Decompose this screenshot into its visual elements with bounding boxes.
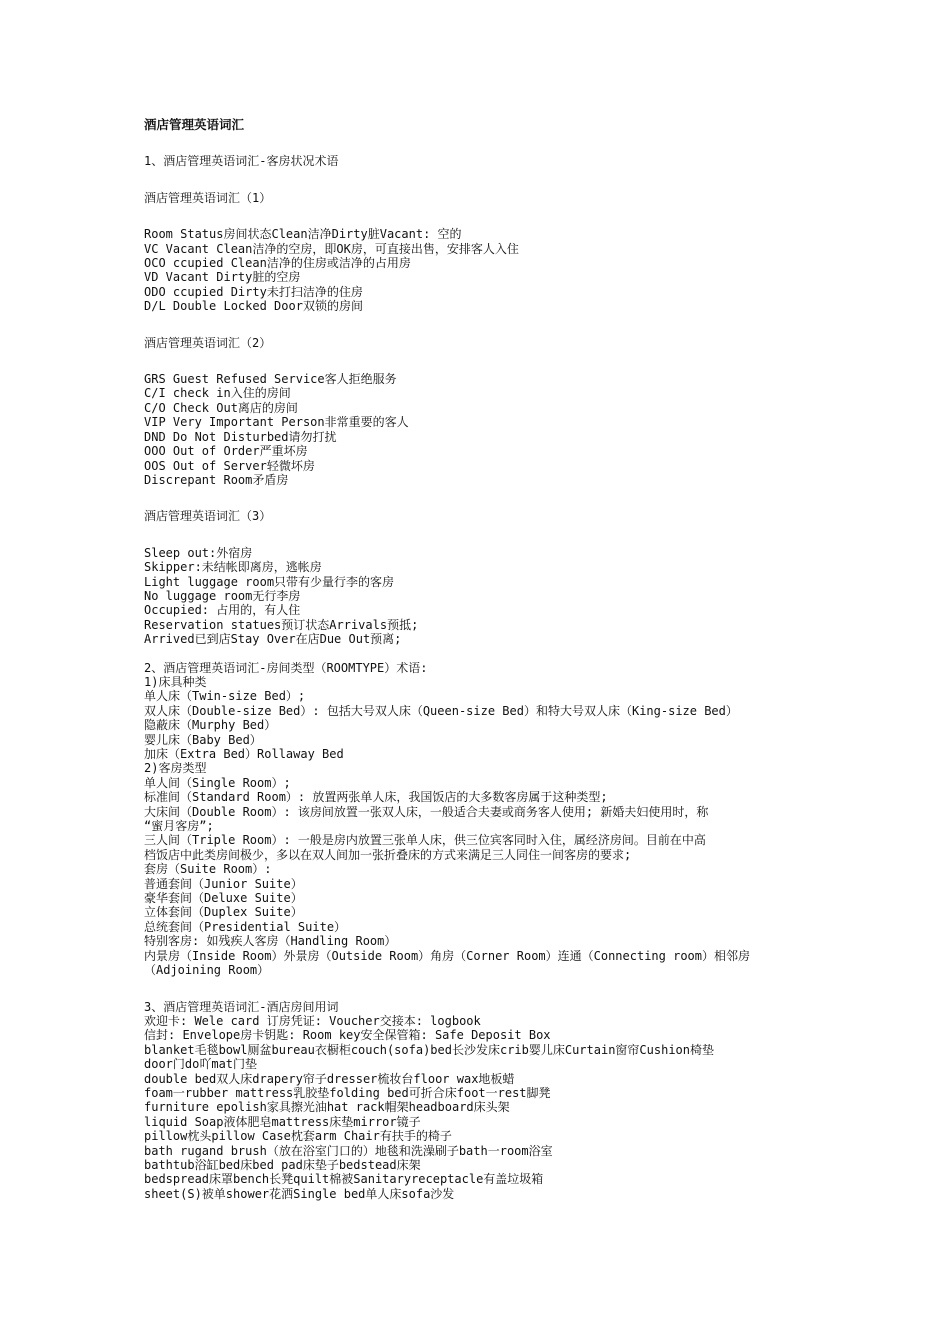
text-line: VIP Very Important Person非常重要的客人: [144, 415, 409, 430]
text-line: GRS Guest Refused Service客人拒绝服务: [144, 372, 397, 387]
status-terms-block-1: [144, 227, 806, 313]
text-line: （Adjoining Room）: [144, 963, 270, 978]
text-line: Arrived已到店Stay Over在店Due Out预离;: [144, 632, 402, 647]
text-line: 隐蔽床（Murphy Bed）: [144, 718, 277, 733]
text-line: OOO Out of Order严重坏房: [144, 444, 308, 459]
text-line: bathtub浴缸bed床bed pad床垫子bedstead床架: [144, 1157, 421, 1172]
text-line: 1)床具种类: [144, 674, 207, 689]
text-line: C/I check in入住的房间: [144, 386, 291, 401]
room-vocabulary-section: [144, 1000, 806, 1202]
text-line: ODO ccupied Dirty未打扫洁净的住房: [144, 284, 363, 299]
text-line: bedspread床罩bench长凳quilt棉被Sanitaryreceptacle有盖垃圾箱: [144, 1172, 544, 1187]
text-line: Room Status房间状态Clean洁净Dirty脏Vacant: 空的: [144, 227, 462, 242]
text-line: VC Vacant Clean洁净的空房，即OK房，可直接出售，安排客人入住: [144, 241, 519, 256]
subheading-1: 酒店管理英语词汇（1）: [144, 190, 272, 205]
text-line: 单人床（Twin-size Bed）;: [144, 689, 306, 704]
status-terms-block-3: [144, 546, 806, 647]
text-line: D/L Double Locked Door双锁的房间: [144, 299, 363, 314]
text-line: 套房（Suite Room）:: [144, 862, 272, 877]
text-line: Reservation statues预订状态Arrivals预抵;: [144, 617, 419, 632]
text-line: furniture epolish家具擦光油hat rack帽架headboard床头架: [144, 1100, 510, 1115]
text-line: C/O Check Out离店的房间: [144, 400, 298, 415]
text-line: liquid Soap液体肥皂mattress床垫mirror镜子: [144, 1114, 421, 1129]
text-line: 婴儿床（Baby Bed）: [144, 732, 262, 747]
text-line: 加床（Extra Bed）Rollaway Bed: [144, 747, 344, 761]
subheading-3: 酒店管理英语词汇（3）: [144, 509, 272, 524]
text-line: door门do吖mat门垫: [144, 1057, 258, 1072]
text-line: 内景房（Inside Room）外景房（Outside Room）角房（Corner Room）连通（Connecting room）相邻房: [144, 948, 751, 963]
subheading-2: 酒店管理英语词汇（2）: [144, 335, 272, 350]
text-line: 立体套间（Duplex Suite）: [144, 905, 303, 920]
text-line: 档饭店中此类房间极少，多以在双人间加一张折叠床的方式来满足三人同住一间客房的要求;: [144, 847, 632, 862]
section-1-heading: 1、酒店管理英语词汇-客房状况术语: [144, 154, 339, 169]
text-line: OCO ccupied Clean洁净的住房或洁净的占用房: [144, 256, 411, 271]
text-line: 信封: Envelope房卡钥匙: Room key安全保管箱: Safe Deposit Box: [144, 1028, 551, 1043]
text-line: 特别客房: 如残疾人客房（Handling Room）: [144, 934, 397, 949]
section-3-heading: 3、酒店管理英语词汇-酒店房间用词: [144, 999, 339, 1014]
text-line: pillow枕头pillow Case枕套arm Chair有扶手的椅子: [144, 1129, 452, 1144]
text-line: bath rugand brush（放在浴室门口的）地毯和洗澡刷子bath一room浴室: [144, 1143, 553, 1158]
text-line: sheet(S)被单shower花洒Single bed单人床sofa沙发: [144, 1186, 455, 1201]
text-line: foam一rubber mattress乳胶垫folding bed可折合床foot一rest脚凳: [144, 1085, 551, 1100]
section-2-heading: 2、酒店管理英语词汇-房间类型（ROOMTYPE）术语:: [144, 660, 428, 675]
room-type-section: [144, 661, 806, 978]
text-line: No luggage room无行李房: [144, 588, 301, 603]
text-line: 大床间（Double Room）: 该房间放置一张双人床，一般适合夫妻或商务客人使用; 新婚夫妇使用时，称: [144, 804, 709, 819]
text-line: 普通套间（Junior Suite）: [144, 876, 303, 891]
text-line: 2)客房类型: [144, 761, 207, 776]
text-line: 标准间（Standard Room）: 放置两张单人床，我国饭店的大多数客房属于这种类型;: [144, 790, 608, 805]
document-title: 酒店管理英语词汇: [144, 117, 245, 132]
text-line: double bed双人床drapery帘子dresser梳妆台floor wax地板蜡: [144, 1071, 515, 1086]
document-page: [144, 118, 806, 1201]
text-line: 总统套间（Presidential Suite）: [144, 919, 347, 934]
text-line: 豪华套间（Deluxe Suite）: [144, 891, 303, 906]
text-line: Discrepant Room矛盾房: [144, 472, 289, 487]
text-line: 单人间（Single Room）;: [144, 775, 291, 790]
text-line: 三人间（Triple Room）: 一般是房内放置三张单人床，供三位宾客同时入住，属经济房间。目前在中高: [144, 833, 706, 848]
text-line: 欢迎卡: Wele card 订房凭证: Voucher交接本: logbook: [144, 1013, 481, 1028]
text-line: Skipper:未结帐即离房，逃帐房: [144, 560, 322, 575]
text-line: OOS Out of Server轻微坏房: [144, 458, 315, 473]
status-terms-block-2: [144, 372, 806, 487]
text-line: Occupied: 占用的，有人住: [144, 603, 301, 618]
text-line: 双人床（Double-size Bed）: 包括大号双人床（Queen-size Bed）和特大号双人床（King-size Bed）: [144, 703, 738, 718]
text-line: Light luggage room只带有少量行李的客房: [144, 574, 395, 589]
text-line: blanket毛毯bowl厕盆bureau衣橱柜couch(sofa)bed长沙发床crib婴儿床Curtain窗帘Cushion椅垫: [144, 1042, 715, 1057]
text-line: VD Vacant Dirty脏的空房: [144, 270, 301, 285]
text-line: “蜜月客房”;: [144, 819, 214, 834]
text-line: Sleep out:外宿房: [144, 545, 253, 560]
text-line: DND Do Not Disturbed请勿打扰: [144, 429, 337, 444]
